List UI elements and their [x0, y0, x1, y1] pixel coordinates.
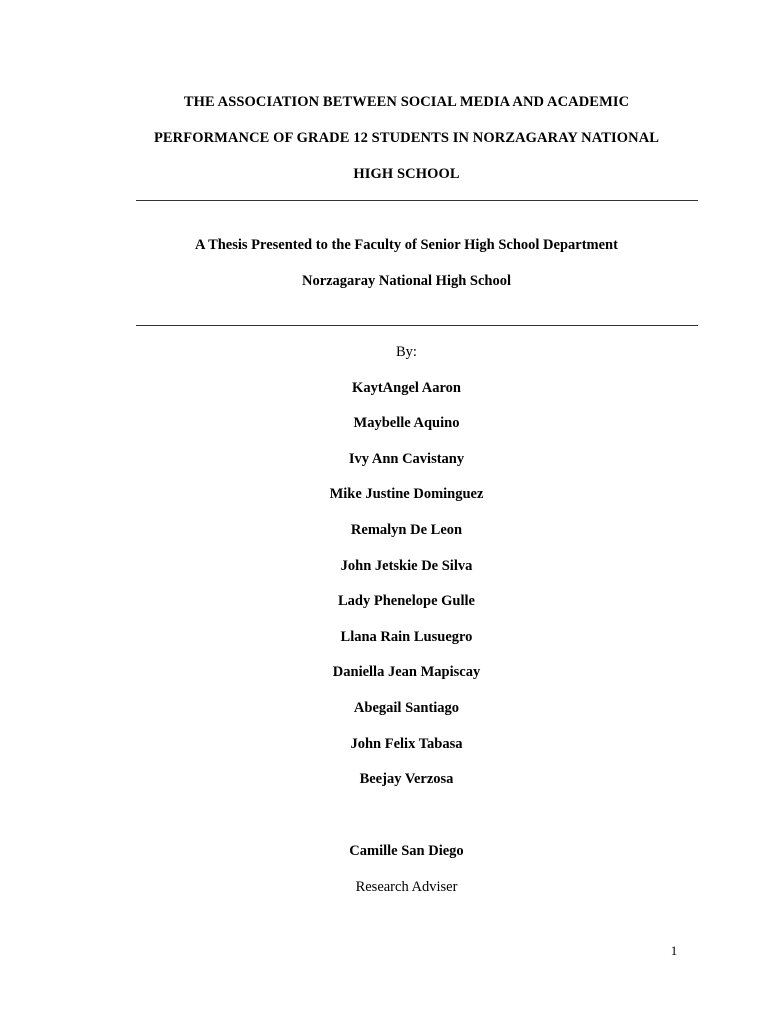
research-adviser [0, 838, 768, 909]
author-name: Daniella Jean Mapiscay [332, 664, 481, 681]
subtitle-line-1: A Thesis Presented to the Faculty of Senior High School Department [195, 237, 618, 253]
adviser-name: Camille San Diego [349, 843, 464, 859]
author-name: Mike Justine Dominguez [329, 486, 484, 503]
title-line-3: HIGH SCHOOL [353, 166, 460, 182]
author-name: Llana Rain Lusuegro [340, 628, 473, 645]
page-number: 1 [670, 943, 678, 958]
author-name: Lady Phenelope Gulle [338, 593, 475, 610]
author-name: Abegail Santiago [353, 699, 460, 716]
author-name: KaytAngel Aaron [352, 379, 461, 396]
thesis-subtitle [0, 232, 768, 304]
author-name: Beejay Verzosa [359, 771, 454, 788]
title-line-2: PERFORMANCE OF GRADE 12 STUDENTS IN NORZAGARAY NATIONAL [153, 130, 660, 146]
author-name: Remalyn De Leon [350, 521, 463, 538]
title-line-1: THE ASSOCIATION BETWEEN SOCIAL MEDIA AND ACADEMIC [183, 94, 630, 110]
horizontal-rule-bottom [136, 325, 698, 326]
authors-list [0, 339, 768, 802]
adviser-role: Research Adviser [355, 878, 458, 895]
author-name: John Jetskie De Silva [340, 557, 473, 574]
by-label: By: [396, 344, 417, 360]
author-name: Ivy Ann Cavistany [348, 450, 465, 467]
author-name: Maybelle Aquino [353, 415, 460, 432]
subtitle-line-2: Norzagaray National High School [301, 273, 512, 289]
horizontal-rule-top [136, 200, 698, 201]
thesis-title [0, 88, 768, 196]
author-name: John Felix Tabasa [350, 735, 463, 752]
